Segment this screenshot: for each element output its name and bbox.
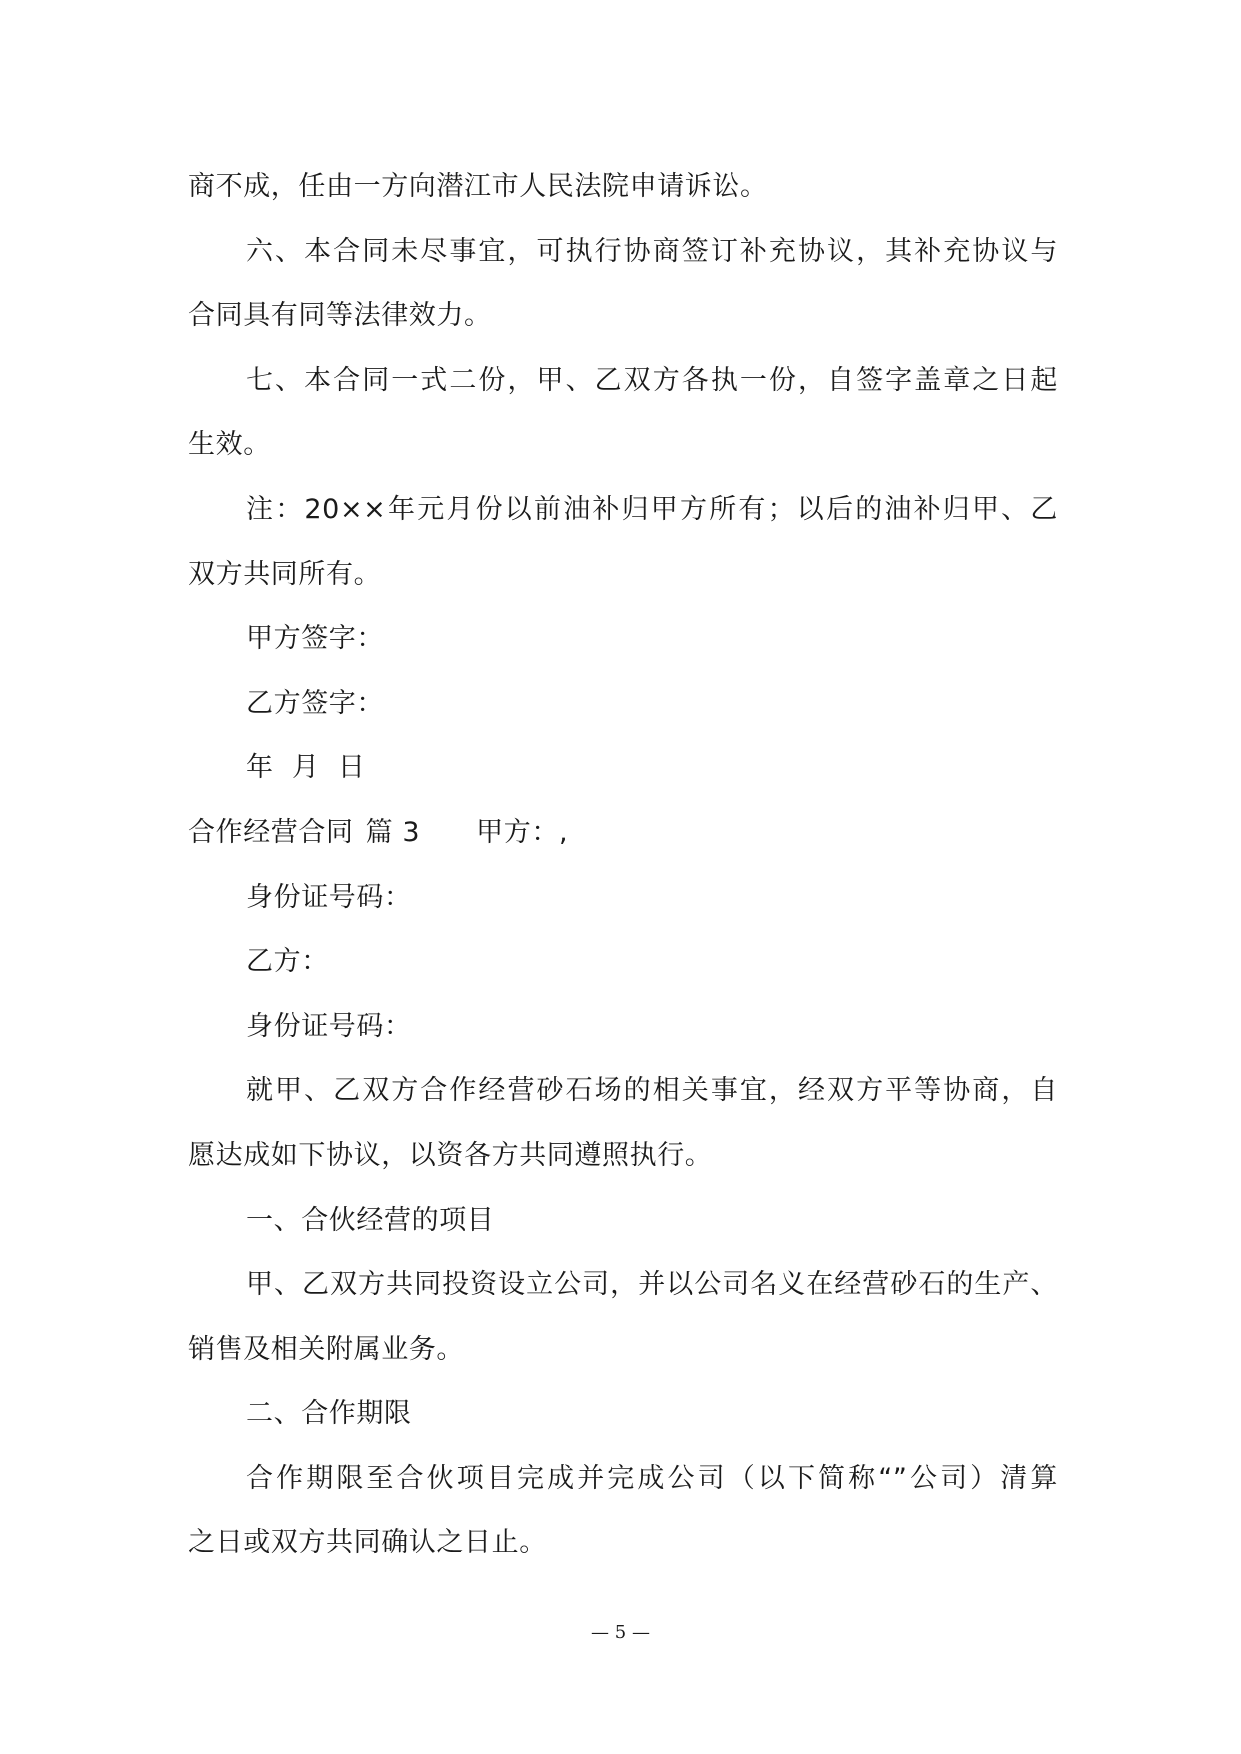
- page-number: — 5 —: [591, 1622, 650, 1643]
- paragraph-line: 六、本合同未尽事宜，可执行协商签订补充协议，其补充协议与: [246, 235, 1058, 267]
- paragraph-line: 生效。: [188, 429, 271, 461]
- contract-heading: [188, 801, 1058, 866]
- paragraph-line: 注：20××年元月份以前油补归甲方所有；以后的油补归甲、乙: [246, 493, 1058, 525]
- paragraph-line: 之日或双方共同确认之日止。: [188, 1527, 547, 1559]
- paragraph-line: 甲、乙双方共同投资设立公司，并以公司名义在经营砂石的生产、: [246, 1269, 1058, 1301]
- contract-section-number: 篇 3: [365, 816, 421, 848]
- paragraph-line: 愿达成如下协议，以资各方共同遵照执行。: [188, 1139, 713, 1171]
- paragraph-line: 合同具有同等法律效力。: [188, 300, 492, 332]
- date-line: 年 月 日: [246, 752, 366, 784]
- id-number-label: 身份证号码：: [246, 1010, 412, 1042]
- party-a-signature-label: 甲方签字：: [246, 623, 384, 655]
- section-heading: 二、合作期限: [246, 1398, 412, 1430]
- party-b-label: 乙方：: [246, 946, 329, 978]
- document-body: [188, 155, 1058, 1576]
- paragraph-line: 合作期限至合伙项目完成并完成公司（以下简称“”公司）清算: [246, 1462, 1058, 1494]
- party-b-signature-label: 乙方签字：: [246, 687, 384, 719]
- paragraph-line: 商不成，任由一方向潜江市人民法院申请诉讼。: [188, 171, 768, 202]
- id-number-label: 身份证号码：: [246, 881, 412, 913]
- paragraph-line: 七、本合同一式二份，甲、乙双方各执一份，自签字盖章之日起: [246, 364, 1058, 396]
- contract-title: 合作经营合同: [188, 816, 354, 848]
- party-a-label: 甲方：,: [476, 816, 569, 848]
- paragraph-line: 销售及相关附属业务。: [188, 1333, 464, 1365]
- paragraph-line: 双方共同所有。: [188, 558, 382, 590]
- paragraph-line: 就甲、乙双方合作经营砂石场的相关事宜，经双方平等协商，自: [246, 1075, 1058, 1107]
- section-heading: 一、合伙经营的项目: [246, 1204, 495, 1236]
